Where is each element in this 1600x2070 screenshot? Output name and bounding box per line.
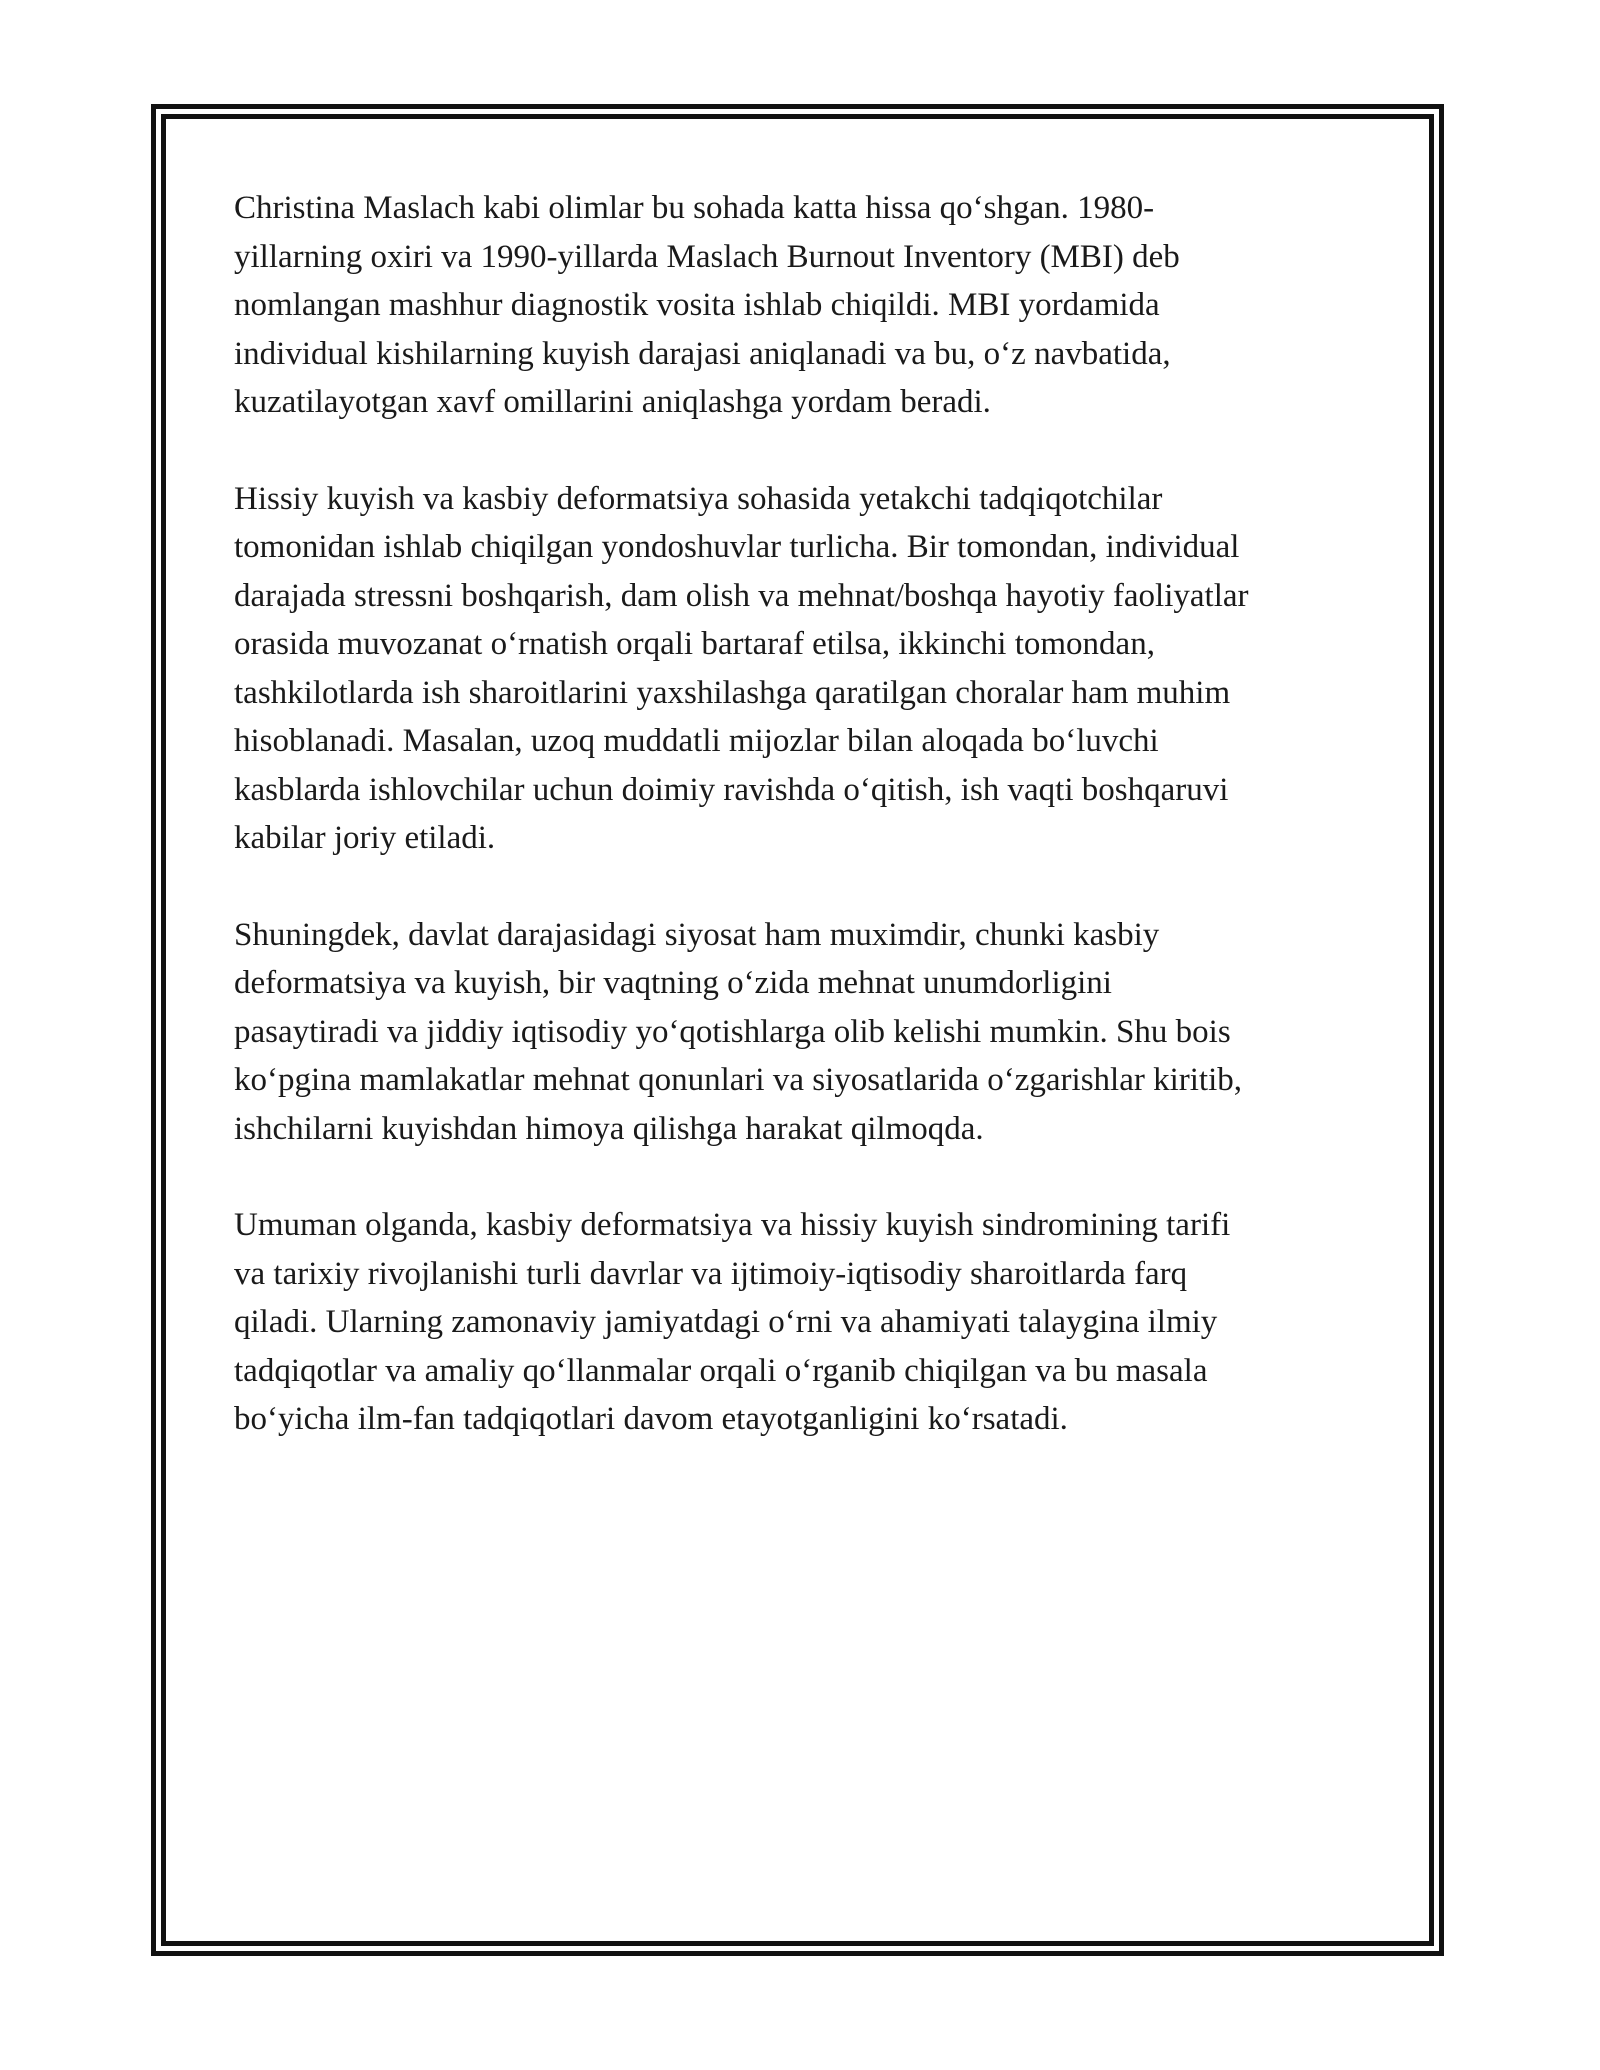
text-line: boʻyicha ilm-fan tadqiqotlari davom etayotganligini koʻrsatadi. (234, 1401, 1068, 1437)
paragraph-3 (234, 911, 1354, 1154)
text-line: individual kishilarning kuyish darajasi aniqlanadi va bu, oʻz navbatida, (234, 335, 1171, 372)
text-line: kabilar joriy etiladi. (234, 820, 496, 856)
text-line: tashkilotlarda ish sharoitlarini yaxshilashga qaratilgan choralar ham muhim (234, 674, 1231, 711)
text-line: kuzatilayotgan xavf omillarini aniqlashga yordam beradi. (234, 384, 991, 420)
text-line: qiladi. Ularning zamonaviy jamiyatdagi oʻrni va ahamiyati talaygina ilmiy (234, 1304, 1218, 1340)
text-line: pasaytiradi va jiddiy iqtisodiy yoʻqotishlarga olib kelishi mumkin. Shu bois (234, 1013, 1231, 1050)
paragraph-4 (234, 1201, 1354, 1444)
text-line: tomonidan ishlab chiqilgan yondoshuvlar turlicha. Bir tomondan, individual (234, 529, 1240, 565)
text-line: darajada stressni boshqarish, dam olish va mehnat/boshqa hayotiy faoliyatlar (234, 577, 1249, 614)
text-line: Umuman olganda, kasbiy deformatsiya va hissiy kuyish sindromining tarifi (234, 1207, 1231, 1243)
text-line: nomlangan mashhur diagnostik vosita ishlab chiqildi. MBI yordamida (234, 287, 1160, 323)
document-body (234, 184, 1354, 1444)
paragraph-1 (234, 184, 1354, 427)
text-line: va tarixiy rivojlanishi turli davrlar va ijtimoiy-iqtisodiy sharoitlarda farq (234, 1255, 1188, 1292)
text-line: ishchilarni kuyishdan himoya qilishga harakat qilmoqda. (234, 1110, 984, 1147)
text-line: yillarning oxiri va 1990-yillarda Maslach Burnout Inventory (MBI) deb (234, 238, 1180, 275)
text-line: deformatsiya va kuyish, bir vaqtning oʻzida mehnat unumdorligini (234, 965, 1112, 1001)
text-line: Hissiy kuyish va kasbiy deformatsiya sohasida yetakchi tadqiqotchilar (234, 480, 1163, 517)
text-line: Christina Maslach kabi olimlar bu sohada katta hissa qoʻshgan. 1980- (234, 190, 1155, 226)
text-line: orasida muvozanat oʻrnatish orqali bartaraf etilsa, ikkinchi tomondan, (234, 626, 1155, 662)
text-line: tadqiqotlar va amaliy qoʻllanmalar orqali oʻrganib chiqilgan va bu masala (234, 1352, 1208, 1389)
text-line: Shuningdek, davlat darajasidagi siyosat ham muximdir, chunki kasbiy (234, 916, 1160, 953)
text-line: kasblarda ishlovchilar uchun doimiy ravishda oʻqitish, ish vaqti boshqaruvi (234, 771, 1229, 808)
text-line: koʻpgina mamlakatlar mehnat qonunlari va siyosatlarida oʻzgarishlar kiritib, (234, 1062, 1243, 1098)
text-line: hisoblanadi. Masalan, uzoq muddatli mijozlar bilan aloqada boʻluvchi (234, 723, 1159, 759)
paragraph-2 (234, 475, 1354, 863)
